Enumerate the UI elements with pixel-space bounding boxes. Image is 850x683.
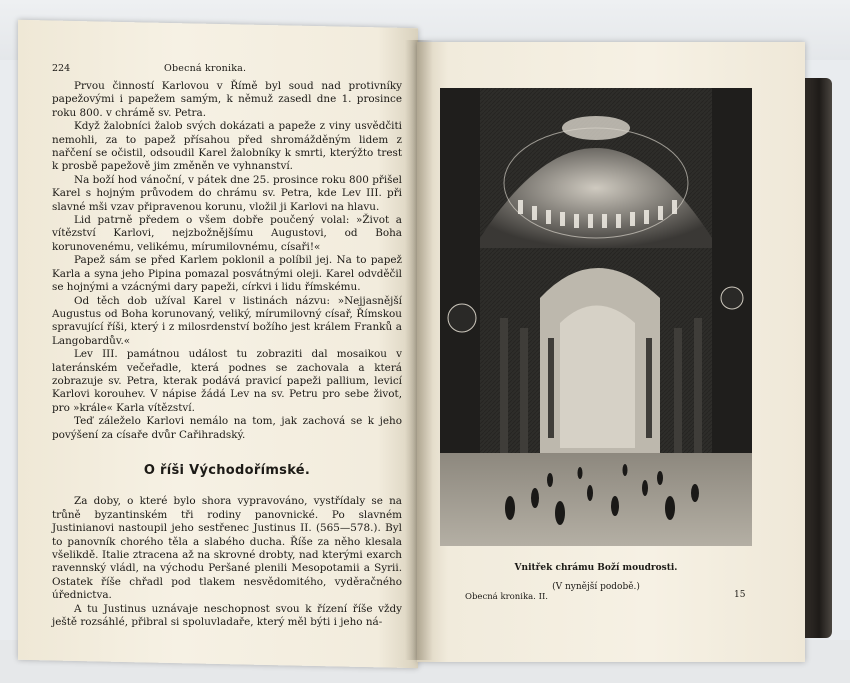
figure-subcaption: (V nynější podobě.) <box>552 582 640 592</box>
running-header <box>52 62 402 80</box>
paragraph: Papež sám se před Karlem poklonil a políbil jej. Na to papež Karla a syna jeho Pipina pomazal posvátnými oleji. Karel odvděčil se hojnými a vzácnými dary papeži, církvi i lidu římskému. <box>52 254 402 294</box>
footer-signature: Obecná kronika. II. <box>465 592 549 602</box>
page-number: 224 <box>52 63 71 74</box>
hagia-sophia-interior-engraving <box>440 88 752 546</box>
paragraph: Teď záleželo Karlovi nemálo na tom, jak zachová se k jeho povýšení za císaře dvůr Cařihradský. <box>52 415 402 441</box>
section-heading: O říši Východořímské. <box>143 462 311 478</box>
signature-number: 15 <box>734 590 746 600</box>
book-gutter <box>405 40 433 660</box>
paragraph: Lev III. památnou událost tu zobraziti dal mosaikou v lateránském večeřadle, která podnes se zachovala a která zobrazuje sv. Petra, kterak podává pravicí papeži pallium, levicí Karlovi korouhev. V nápise žádá Lev na sv. Petru pro sebe život, pro »krále« Karla vítězství. <box>52 348 402 414</box>
left-page-text <box>52 62 402 629</box>
running-title: Obecná kronika. <box>164 63 247 74</box>
figure-caption: Vnitřek chrámu Boží moudrosti. <box>514 563 678 573</box>
paragraph: Lid patrně předem o všem dobře poučený volal: »Život a vítězství Karlovi, nejzbožnějšímu Augustovi, od Boha korunovenému, velikému, mírumilovnému, císaři!« <box>52 214 402 253</box>
paragraph: Od těch dob užíval Karel v listinách názvu: »Nejjasnější Augustus od Boha korunovaný, veliký, mírumilovný císař, Římskou spravující říši, který i z milosrdenství božího jest králem Franků a Langobardův.« <box>52 294 402 347</box>
paragraph: Když žalobníci žalob svých dokázati a papeže z viny usvědčiti nemohli, za to papež přísahou před shromážděným lidem z nařčení se očistil, odsoudil Karel žalobníky k smrti, kterýžto trest k prosbě papežově jim změněn ve vyhnanství. <box>52 120 402 173</box>
paragraph: Za doby, o které bylo shora vypravováno, vystřídaly se na trůně byzantinském tři rodiny panovnické. Po slavném Justinianovi nastoupil jeho sestřenec Justinus II. (565—578.). Byl to panovník chorého těla a slabého ducha. Říše za něho klesala všelikdě. Italie ztracena až na skrovné drobty, nad kterými exarch ravennský vládl, na východu Peršané plenili Mesopotamii a Syrii. Ostatek říše chřadl pod tlakem nesvědomitého, vyděračného úřednictva. <box>52 495 402 602</box>
paragraph: Na boží hod vánoční, v pátek dne 25. prosince roku 800 přišel Karel s hojným průvodem do chrámu sv. Petra, kde Lev III. při slavné mši vzav připravenou korunu, vložil ji Karlovi na hlavu. <box>52 173 402 213</box>
engraving-illustration <box>440 88 752 546</box>
paragraph: A tu Justinus uznávaje neschopnost svou k řízení říše vždy ještě rozsáhlé, přibral si spoluvladaře, který měl býti i jeho ná- <box>52 602 402 629</box>
paragraph: Prvou činností Karlovou v Římě byl soud nad protivníky papežovými i papežem samým, k němuž zasedl dne 1. prosince roku 800. v chrámě sv. Petra. <box>52 80 402 119</box>
